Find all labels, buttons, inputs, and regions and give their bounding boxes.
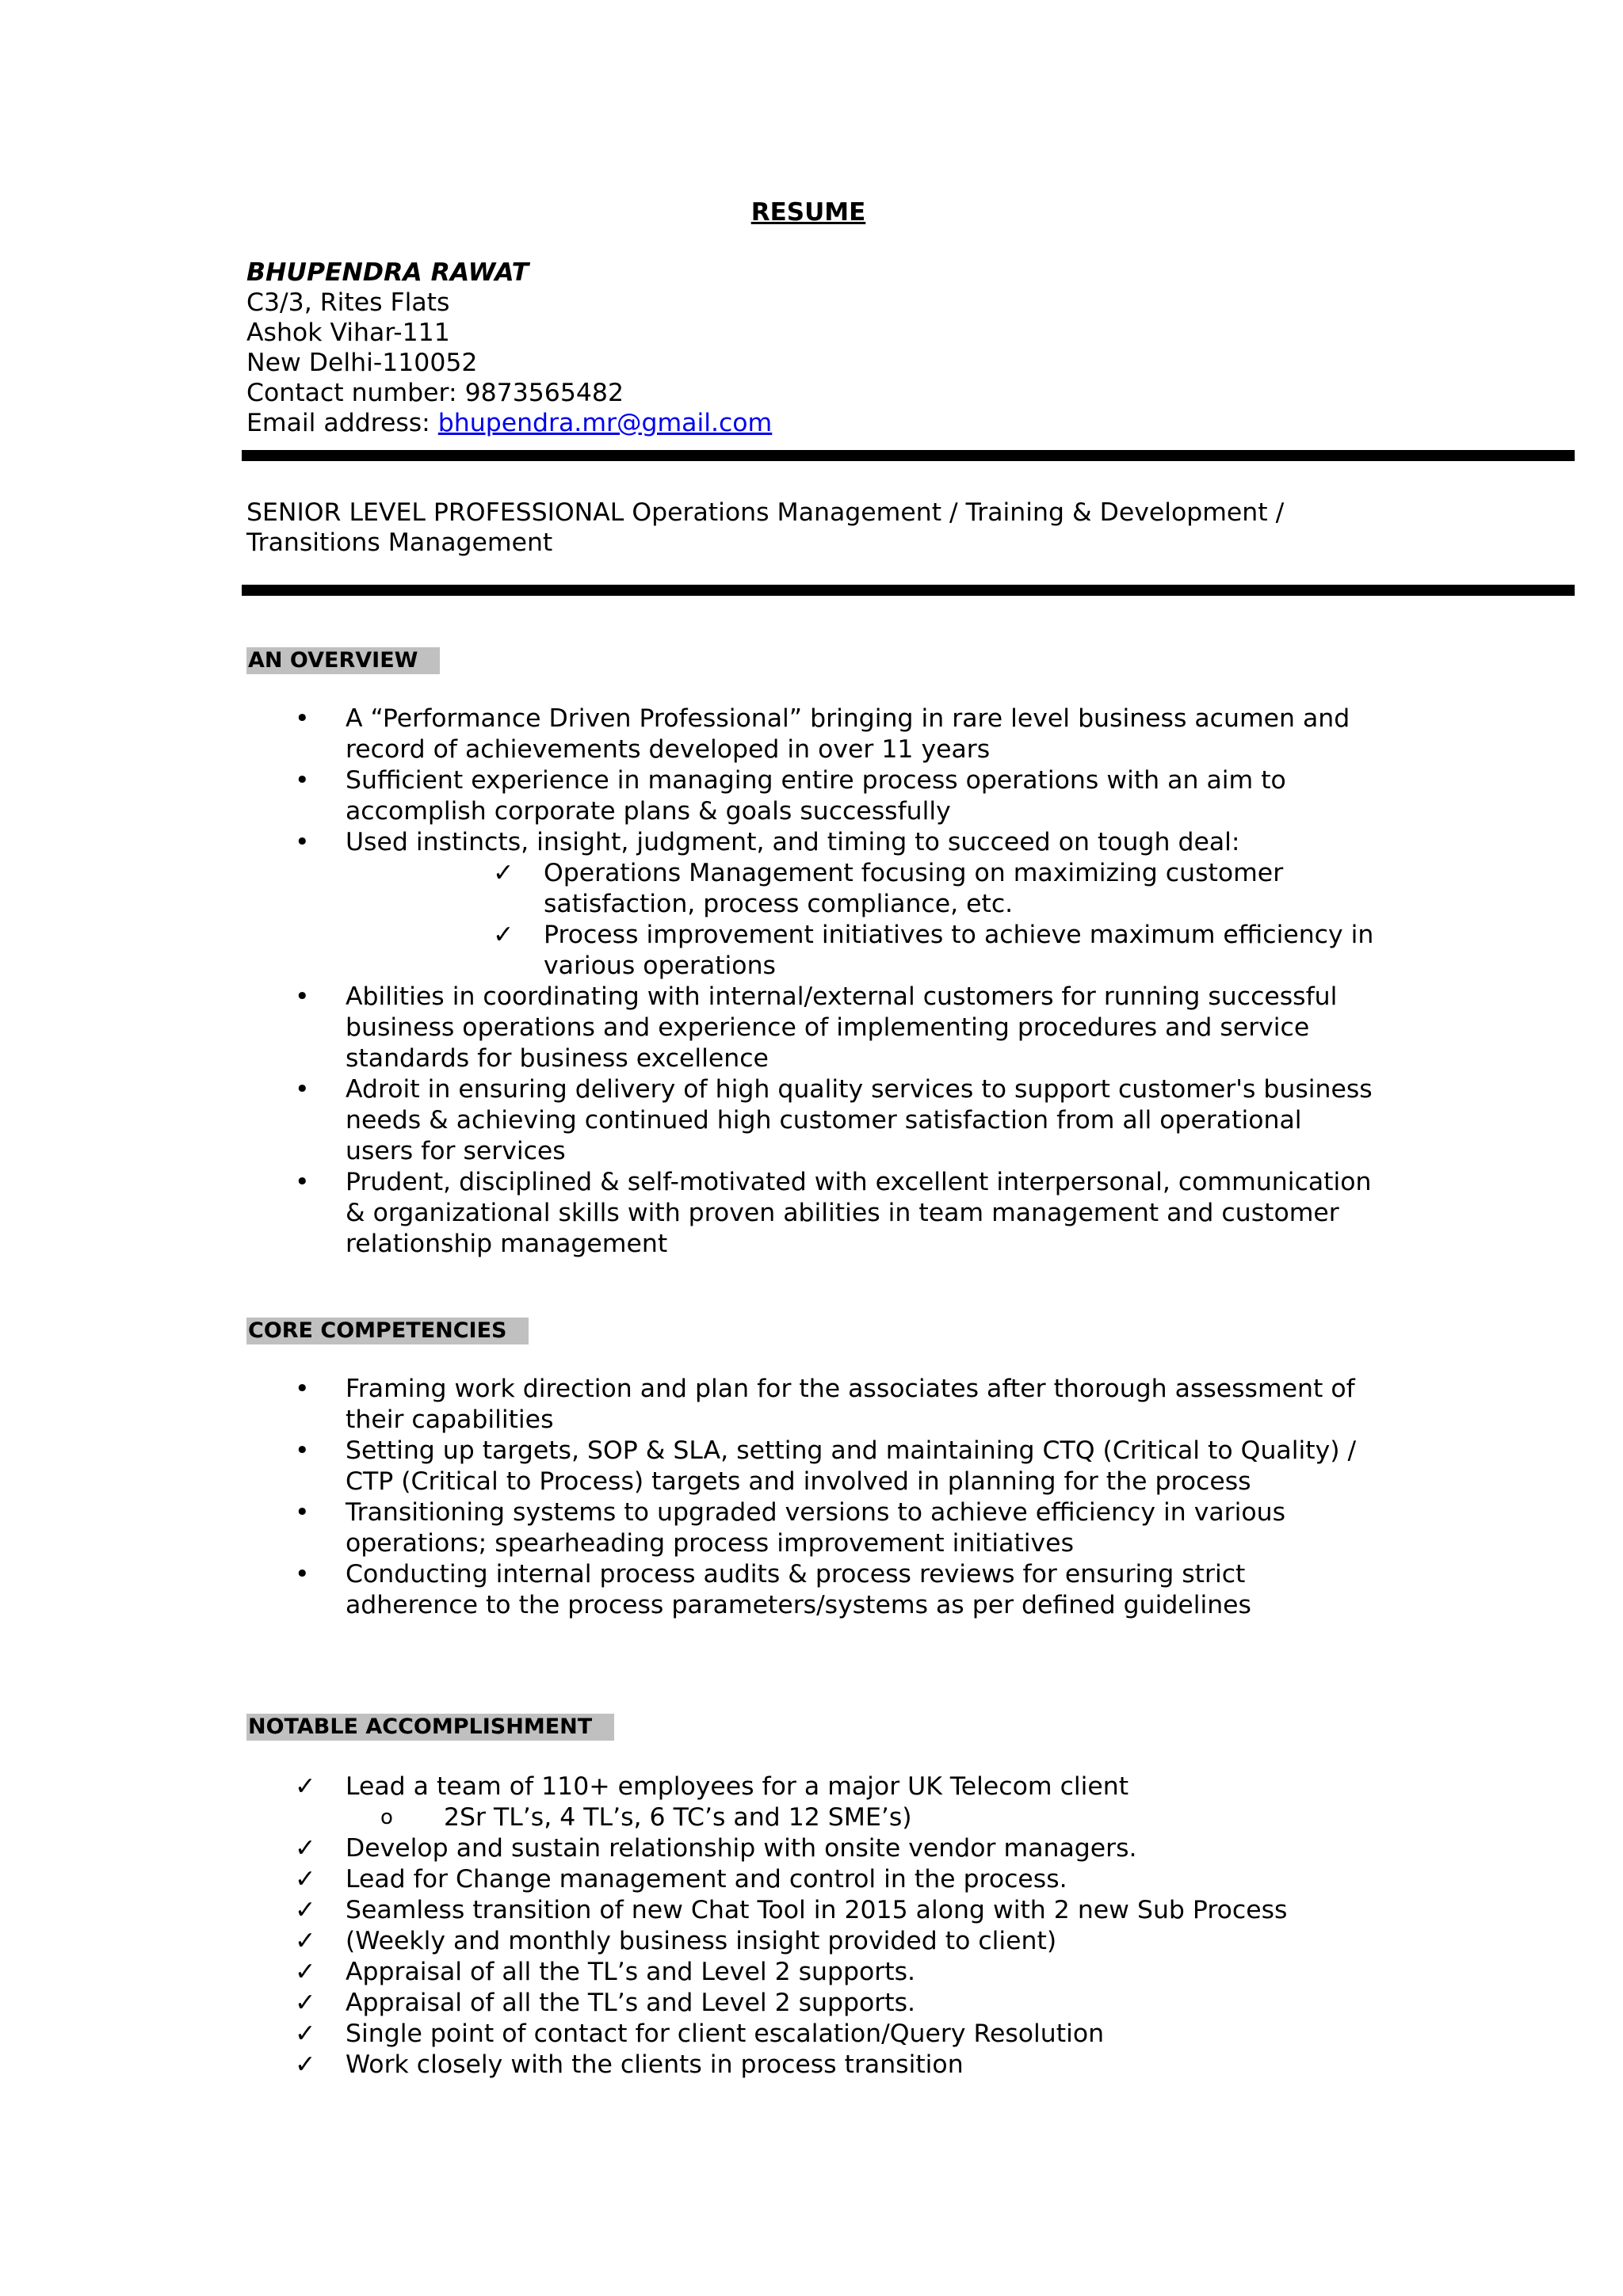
bullet-icon: • bbox=[295, 982, 310, 1011]
bullet-icon: • bbox=[295, 766, 310, 795]
overview-list bbox=[0, 704, 1376, 1260]
list-item: • Framing work direction and plan for the associates after thorough assessment of their capabilities bbox=[295, 1375, 1355, 1434]
address-line-3: New Delhi-110052 bbox=[246, 349, 478, 377]
list-item: • Abilities in coordinating with internal/external customers for running successful business operations and experience of implementing procedures and service standards for business excellence bbox=[295, 982, 1338, 1073]
checkmark-icon: ✓ bbox=[295, 1958, 316, 1986]
list-item: o 2Sr TL’s, 4 TL’s, 6 TC’s and 12 SME’s) bbox=[380, 1803, 912, 1832]
phone-label: Contact number: bbox=[246, 379, 465, 407]
checkmark-icon: ✓ bbox=[493, 921, 514, 949]
bullet-icon: • bbox=[295, 1560, 310, 1589]
checkmark-icon: ✓ bbox=[295, 2019, 316, 2048]
email-label: Email address: bbox=[246, 409, 438, 437]
checkmark-icon: ✓ bbox=[493, 859, 514, 887]
address-line-2: Ashok Vihar-111 bbox=[246, 318, 450, 347]
list-item: ✓ Process improvement initiatives to achieve maximum efficiency in various operations bbox=[493, 921, 1374, 980]
list-item: ✓ Appraisal of all the TL’s and Level 2 supports. bbox=[295, 1989, 916, 2017]
candidate-name: BHUPENDRA RAWAT bbox=[246, 258, 529, 287]
list-item: ✓ Lead a team of 110+ employees for a major UK Telecom client bbox=[295, 1772, 1129, 1801]
list-item: • Transitioning systems to upgraded versions to achieve efficiency in various operations; spearheading process improvement initiatives bbox=[295, 1498, 1286, 1558]
accomplishments-list bbox=[0, 1772, 1474, 2081]
list-item: ✓ Seamless transition of new Chat Tool in 2015 along with 2 new Sub Process bbox=[295, 1896, 1288, 1924]
checkmark-icon: ✓ bbox=[295, 1834, 316, 1863]
headline-line-2: Transitions Management bbox=[246, 528, 553, 557]
email-link[interactable]: bhupendra.mr@gmail.com bbox=[437, 409, 773, 437]
divider-top bbox=[242, 450, 1575, 461]
professional-headline bbox=[246, 498, 1284, 558]
headline-line-1: SENIOR LEVEL PROFESSIONAL Operations Management / Training & Development / bbox=[246, 498, 1285, 527]
list-item: ✓ Operations Management focusing on maximizing customer satisfaction, process compliance, etc. bbox=[493, 859, 1284, 918]
contact-block bbox=[246, 257, 772, 438]
competencies-heading: CORE COMPETENCIES bbox=[246, 1318, 529, 1344]
list-item: ✓ (Weekly and monthly business insight provided to client) bbox=[295, 1927, 1057, 1955]
checkmark-icon: ✓ bbox=[295, 1896, 316, 1924]
list-item: ✓ Single point of contact for client escalation/Query Resolution bbox=[295, 2019, 1105, 2048]
list-item: ✓ Develop and sustain relationship with onsite vendor managers. bbox=[295, 1834, 1137, 1863]
list-item: ✓ Lead for Change management and control in the process. bbox=[295, 1865, 1067, 1894]
list-item: • Prudent, disciplined & self-motivated with excellent interpersonal, communication & organizational skills with proven abilities in team management and customer relationship management bbox=[295, 1168, 1372, 1258]
bullet-icon: • bbox=[295, 828, 310, 856]
checkmark-icon: ✓ bbox=[295, 1865, 316, 1894]
checkmark-icon: ✓ bbox=[295, 2050, 316, 2079]
circle-bullet-icon: o bbox=[380, 1806, 393, 1829]
bullet-icon: • bbox=[295, 1436, 310, 1465]
checkmark-icon: ✓ bbox=[295, 1989, 316, 2017]
list-item: • Used instincts, insight, judgment, and timing to succeed on tough deal: bbox=[295, 828, 1240, 856]
checkmark-icon: ✓ bbox=[295, 1772, 316, 1801]
list-item: • Conducting internal process audits & process reviews for ensuring strict adherence to the process parameters/systems as per defined guidelines bbox=[295, 1560, 1251, 1619]
list-item: ✓ Work closely with the clients in process transition bbox=[295, 2050, 964, 2079]
list-item: • Setting up targets, SOP & SLA, setting and maintaining CTQ (Critical to Quality) / CTP (Critical to Process) targets and involved in planning for the process bbox=[295, 1436, 1357, 1496]
overview-heading: AN OVERVIEW bbox=[246, 647, 440, 674]
bullet-icon: • bbox=[295, 1498, 310, 1527]
phone-number: 9873565482 bbox=[464, 379, 624, 407]
bullet-icon: • bbox=[295, 1075, 310, 1104]
list-item: • Adroit in ensuring delivery of high quality services to support customer's business needs & achieving continued high customer satisfaction from all operational users for services bbox=[295, 1075, 1373, 1165]
checkmark-icon: ✓ bbox=[295, 1927, 316, 1955]
bullet-icon: • bbox=[295, 704, 310, 733]
divider-bottom bbox=[242, 585, 1575, 596]
list-item: • Sufficient experience in managing entire process operations with an aim to accomplish corporate plans & goals successfully bbox=[295, 766, 1286, 826]
list-item: ✓ Appraisal of all the TL’s and Level 2 supports. bbox=[295, 1958, 916, 1986]
bullet-icon: • bbox=[295, 1168, 310, 1196]
bullet-icon: • bbox=[295, 1375, 310, 1403]
email-line bbox=[246, 408, 772, 438]
phone-line bbox=[246, 378, 772, 408]
resume-title: RESUME bbox=[750, 198, 866, 227]
list-item: • A “Performance Driven Professional” bringing in rare level business acumen and record of achievements developed in over 11 years bbox=[295, 704, 1350, 764]
address-line-1: C3/3, Rites Flats bbox=[246, 288, 450, 317]
competencies-list bbox=[0, 1374, 1376, 1621]
accomplishments-heading: NOTABLE ACCOMPLISHMENT bbox=[246, 1714, 614, 1741]
